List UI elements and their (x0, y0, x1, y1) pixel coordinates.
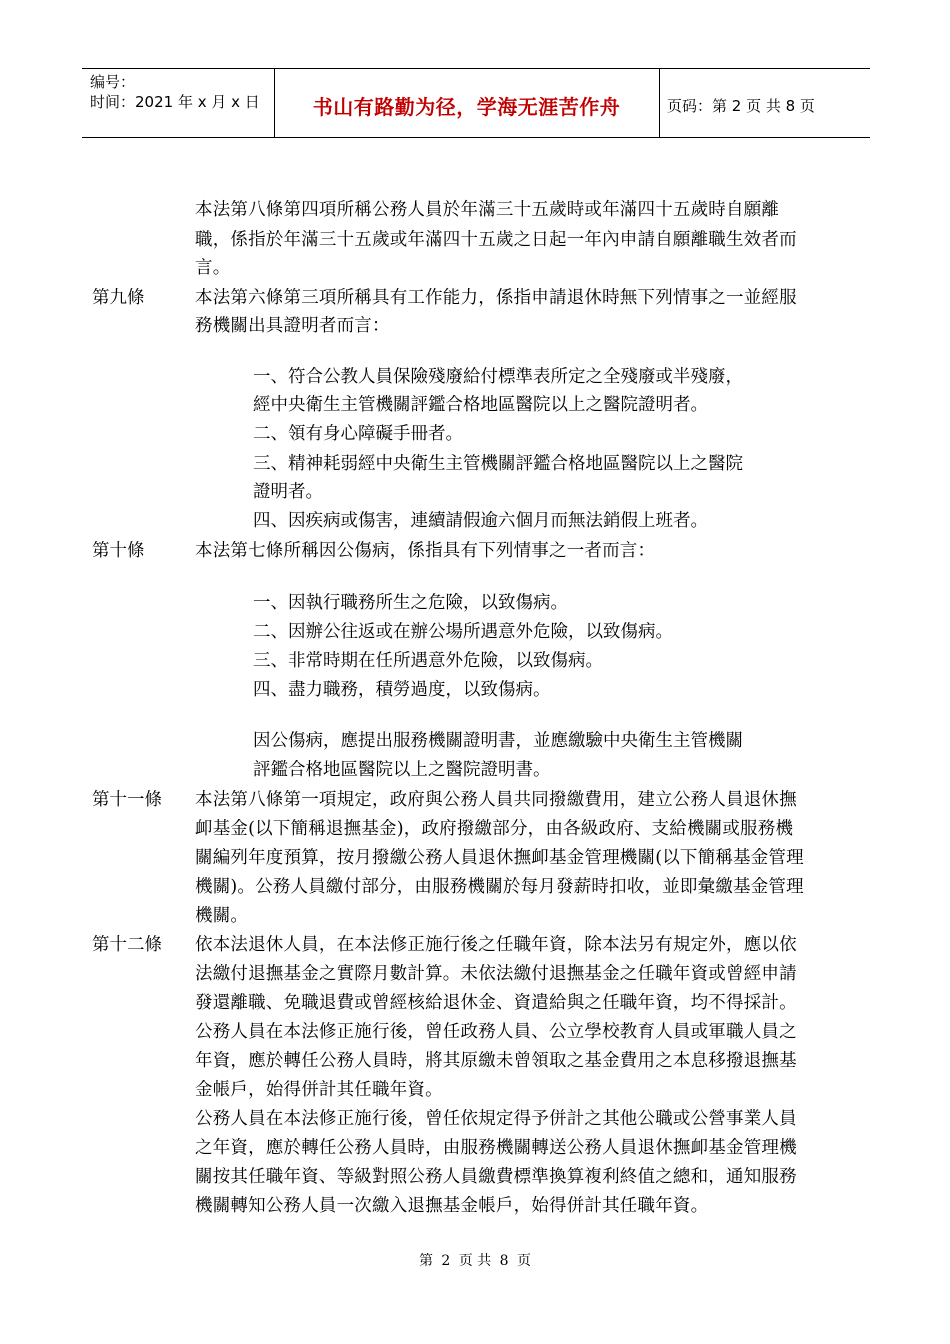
doc-date-label: 时间：2021 年 x 月 x 日 (90, 93, 260, 111)
list-item: 一、因執行職務所生之危險，以致傷病。 (253, 593, 568, 613)
text-line: 金帳戶，始得併計其任職年資。 (195, 1080, 443, 1100)
list-item: 二、領有身心障礙手冊者。 (253, 424, 463, 444)
text-line: 機關轉知公務人員一次繳入退撫基金帳戶，始得併計其任職年資。 (195, 1196, 709, 1216)
text-line: 言。 (195, 258, 231, 278)
text-line: 公務人員在本法修正施行後，曾任政務人員、公立學校教育人員或軍職人員之 (195, 1022, 797, 1042)
note-line: 評鑑合格地區醫院以上之醫院證明書。 (253, 760, 551, 780)
text-line: 發還離職、免職退費或曾經核給退休金、資遣給與之任職年資，均不得採計。 (195, 993, 797, 1013)
article-label-12: 第十二條 (92, 935, 162, 955)
text-line: 關按其任職年資、等級對照公務人員繳費標準換算複利終值之總和，通知服務 (195, 1167, 797, 1187)
text-line: 務機關出具證明者而言： (195, 316, 390, 336)
text-line: 法繳付退撫基金之實際月數計算。未依法繳付退撫基金之任職年資或曾經申請 (195, 964, 797, 984)
text-line: 本法第八條第一項規定，政府與公務人員共同撥繳費用，建立公務人員退休撫 (195, 790, 797, 810)
text-line: 關編列年度預算，按月撥繳公務人員退休撫卹基金管理機關(以下簡稱基金管理 (195, 848, 804, 868)
text-line: 卹基金(以下簡稱退撫基金)，政府撥繳部分，由各級政府、支給機關或服務機 (195, 819, 794, 839)
header-page-cell (659, 69, 870, 137)
footer-total-pages: 8 (499, 1253, 509, 1269)
list-item: 四、盡力職務，積勞過度，以致傷病。 (253, 680, 551, 700)
list-item: 一、符合公教人員保險殘廢給付標準表所定之全殘廢或半殘廢， (253, 367, 743, 387)
article-label-9: 第九條 (92, 288, 145, 308)
doc-number-label: 编号： (90, 73, 136, 91)
list-item: 證明者。 (253, 482, 323, 502)
article-label-10: 第十條 (92, 541, 145, 561)
header-motto: 书山有路勤为径，学海无涯苦作舟 (312, 95, 621, 119)
footer-prefix: 第 (418, 1253, 433, 1269)
note-line: 因公傷病，應提出服務機關證明書，並應繳驗中央衛生主管機關 (253, 731, 743, 751)
text-line: 公務人員在本法修正施行後，曾任依規定得予併計之其他公職或公營事業人員 (195, 1109, 797, 1129)
list-item: 四、因疾病或傷害，連續請假逾六個月而無法銷假上班者。 (253, 511, 708, 531)
header-meta-cell (82, 69, 275, 137)
text-line: 依本法退休人員，在本法修正施行後之任職年資，除本法另有規定外，應以依 (195, 935, 797, 955)
page-footer (0, 1250, 950, 1270)
text-line: 年資，應於轉任公務人員時，將其原繳未曾領取之基金費用之本息移撥退撫基 (195, 1051, 797, 1071)
text-line: 之年資，應於轉任公務人員時，由服務機關轉送公務人員退休撫卹基金管理機 (195, 1138, 797, 1158)
page-header (82, 68, 870, 138)
text-line: 本法第七條所稱因公傷病，係指具有下列情事之一者而言： (195, 541, 656, 561)
list-item: 二、因辦公往返或在辦公場所遇意外危險，以致傷病。 (253, 622, 673, 642)
list-item: 三、精神耗弱經中央衛生主管機關評鑑合格地區醫院以上之醫院 (253, 454, 743, 474)
footer-page-number: 2 (441, 1253, 451, 1269)
text-line: 機關。 (195, 906, 249, 926)
footer-mid: 页 共 (458, 1253, 492, 1269)
text-line: 本法第六條第三項所稱具有工作能力，係指申請退休時無下列情事之一並經服 (195, 288, 797, 308)
text-line: 本法第八條第四項所稱公務人員於年滿三十五歲時或年滿四十五歲時自願離 (195, 200, 780, 220)
text-line: 機關)。公務人員繳付部分，由服務機關於每月發薪時扣收，並即彙繳基金管理 (195, 877, 804, 897)
text-line: 職，係指於年滿三十五歲或年滿四十五歲之日起一年內申請自願離職生效者而 (195, 230, 797, 250)
header-motto-cell (274, 69, 660, 137)
footer-suffix: 页 (517, 1253, 532, 1269)
article-label-11: 第十一條 (92, 790, 162, 810)
header-page-code: 页码：第 2 页 共 8 页 (667, 97, 815, 115)
list-item: 經中央衛生主管機關評鑑合格地區醫院以上之醫院證明者。 (253, 395, 708, 415)
list-item: 三、非常時期在任所遇意外危險，以致傷病。 (253, 651, 603, 671)
